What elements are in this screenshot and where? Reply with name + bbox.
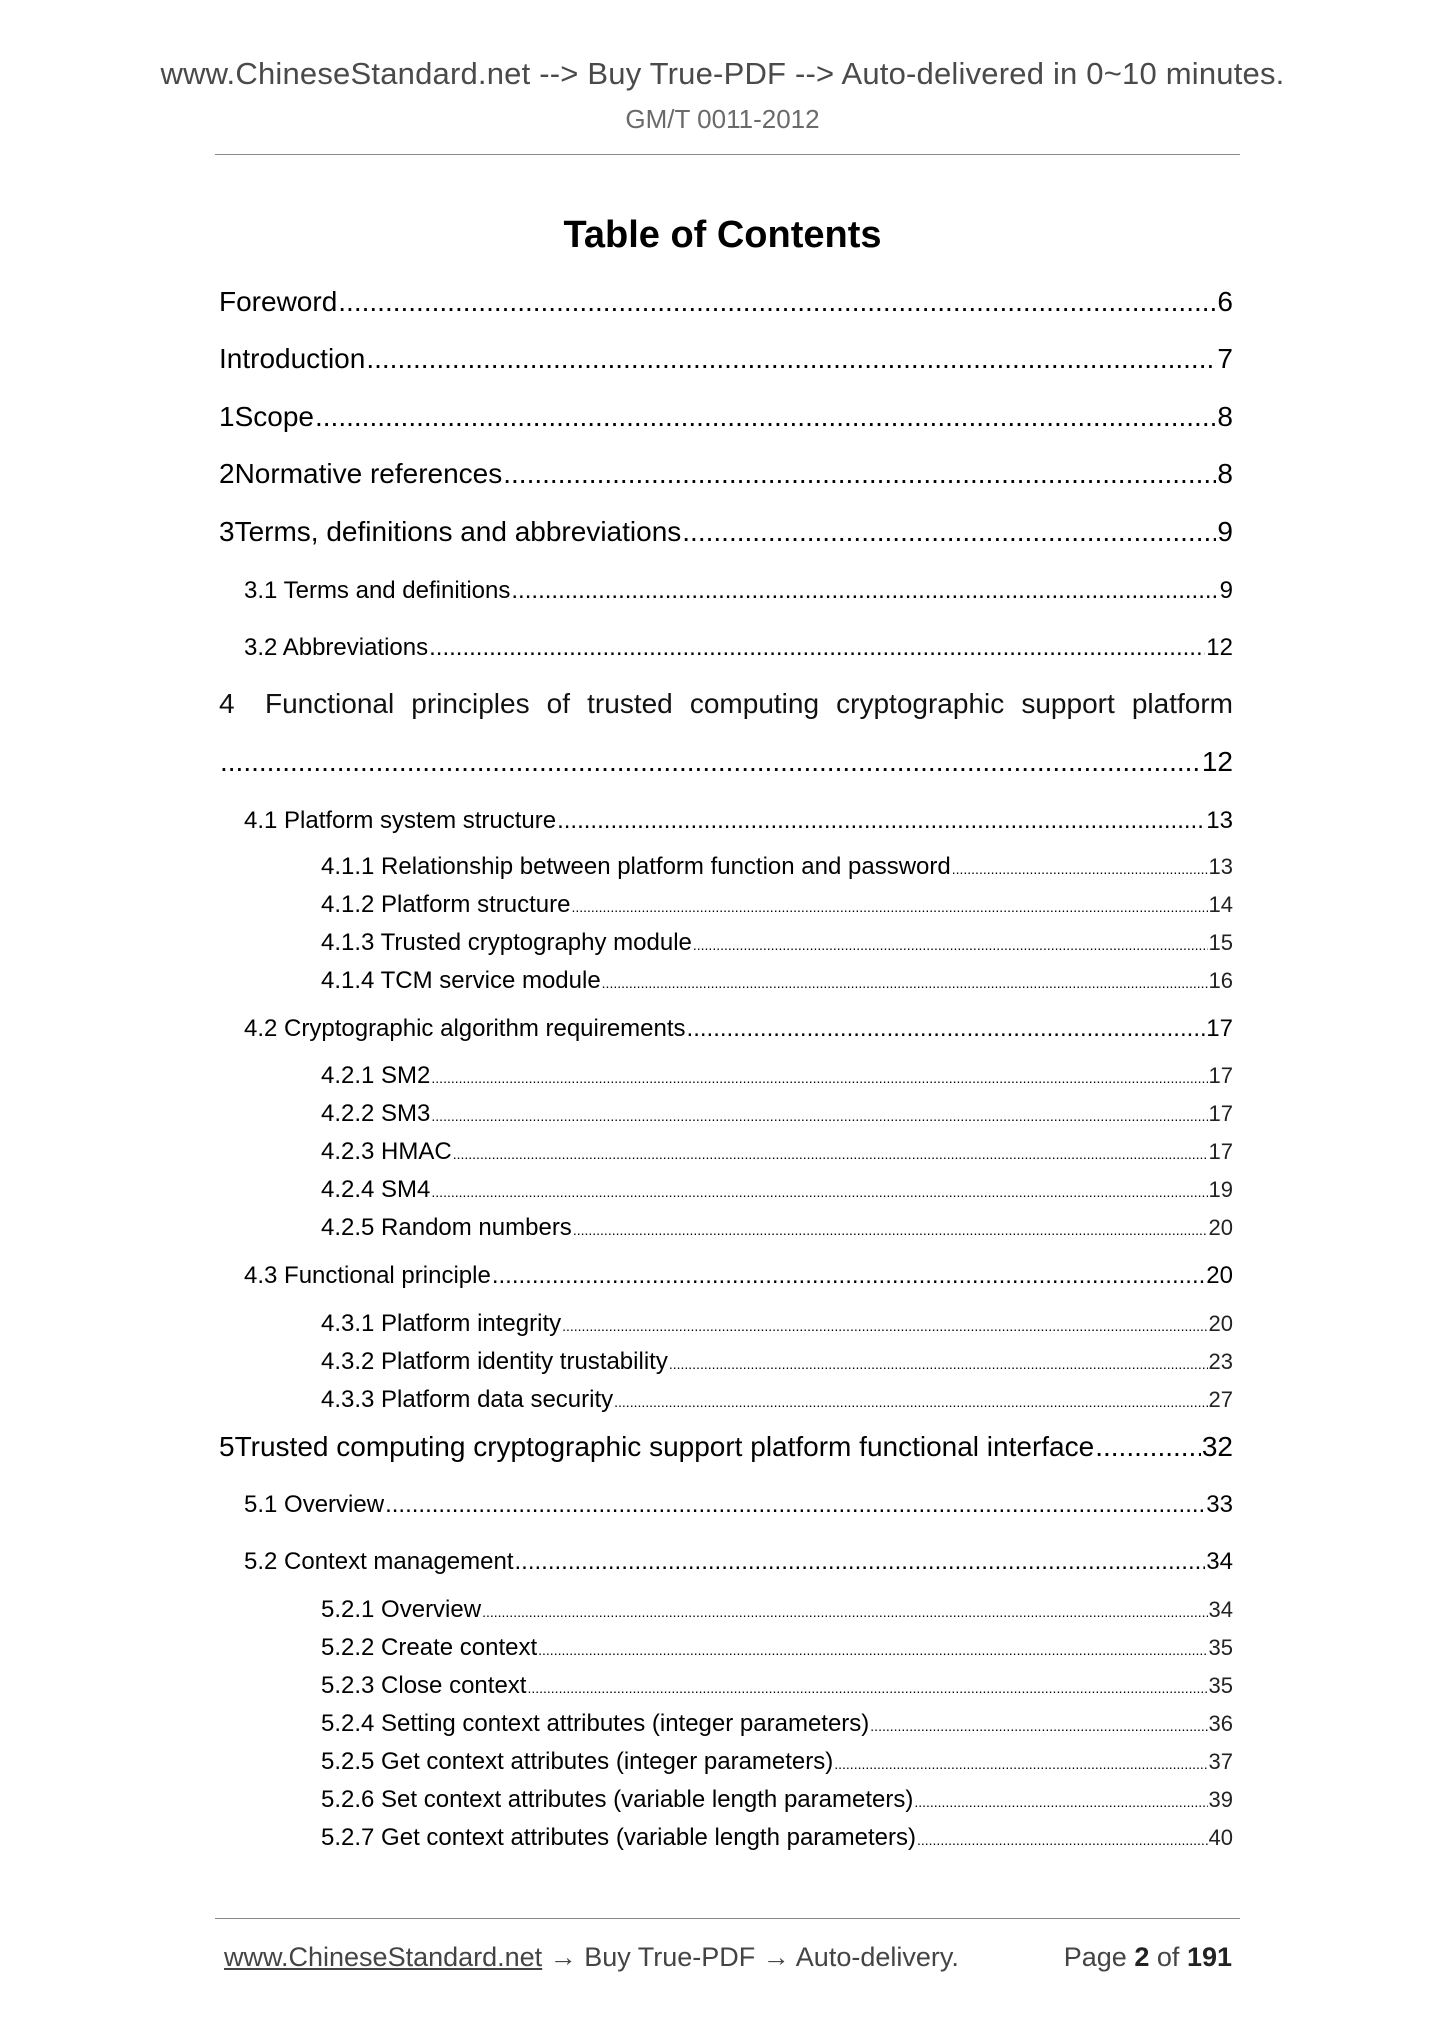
page-footer [224, 1942, 1232, 1973]
toc-leader-dots [914, 1794, 1207, 1810]
toc-entry-page: 20 [1208, 1215, 1233, 1240]
toc-entry-page: 34 [1208, 1597, 1233, 1622]
toc-leader-dots [834, 1756, 1207, 1772]
toc-entry-label: 5.1 Overview [244, 1491, 385, 1518]
toc-leader-dots [687, 1015, 1206, 1043]
toc-entry-label: 3.2 Abbreviations [244, 634, 429, 661]
toc-entry-page: 6 [1217, 286, 1233, 317]
toc-entry-foreword[interactable] [219, 286, 1233, 318]
toc-entry-4-2[interactable] [244, 1015, 1233, 1043]
toc-entry-page: 20 [1208, 1311, 1233, 1336]
toc-leader-dots [682, 516, 1216, 548]
toc-entry-label: 4.2.1 SM2 [321, 1062, 431, 1089]
footer-divider [215, 1918, 1240, 1919]
toc-entry-page: 17 [1208, 1101, 1233, 1126]
toc-entry-5-2-6[interactable] [321, 1786, 1233, 1814]
toc-entry-label: 4.2 Cryptographic algorithm requirements [244, 1015, 686, 1042]
toc-entry-4-3-2[interactable] [321, 1348, 1233, 1376]
toc-entry-number: 5 [219, 1431, 235, 1462]
toc-entry-4-2-1[interactable] [321, 1062, 1233, 1090]
toc-entry-label: 5.2.2 Create context [321, 1634, 538, 1661]
toc-entry-4-1[interactable] [244, 807, 1233, 835]
page-title: Table of Contents [563, 214, 882, 256]
toc-entry-number: 1 [219, 401, 235, 432]
toc-entry-page: 15 [1208, 930, 1233, 955]
toc-entry-4-1-3[interactable] [321, 929, 1233, 957]
of-word: of [1156, 1942, 1180, 1972]
toc-leader-dots [482, 1604, 1207, 1620]
toc-entry-4-2-3[interactable] [321, 1138, 1233, 1166]
toc-entry-page: 16 [1208, 968, 1233, 993]
toc-leader-dots [669, 1356, 1208, 1372]
toc-entry-4-2-4[interactable] [321, 1176, 1233, 1204]
toc-leader-dots [1095, 1431, 1201, 1463]
footer-promo [224, 1942, 959, 1973]
toc-entry-page: 36 [1208, 1711, 1233, 1736]
toc-entry-page: 34 [1206, 1548, 1233, 1575]
toc-entry-4-2-5[interactable] [321, 1214, 1233, 1242]
toc-entry-page: 7 [1217, 343, 1233, 374]
toc-entry-label: Introduction [219, 343, 366, 374]
toc-entry-page: 12 [1206, 634, 1233, 661]
toc-leader-dots [431, 1184, 1207, 1200]
toc-leader-dots [385, 1491, 1205, 1519]
toc-entry-label: 4.1 Platform system structure [244, 807, 557, 834]
toc-leader-dots [557, 807, 1205, 835]
toc-entry-5-2[interactable] [244, 1548, 1233, 1576]
footer-delivery-text: Auto-delivery. [795, 1942, 959, 1972]
toc-entry-label: Functional principles of trusted computing cryptographic support platform [265, 688, 1233, 719]
toc-leader-dots [429, 634, 1205, 662]
toc-leader-dots [562, 1318, 1207, 1334]
toc-entry-label: 4.1.1 Relationship between platform function and password [321, 853, 951, 880]
toc-entry-4-1-4[interactable] [321, 967, 1233, 995]
toc-entry-label: 4.1.3 Trusted cryptography module [321, 929, 692, 956]
toc-leader-dots [511, 577, 1218, 605]
toc-entry-page: 17 [1206, 1015, 1233, 1042]
toc-entry-label: 4.3 Functional principle [244, 1262, 491, 1289]
toc-entry-4-3-3[interactable] [321, 1386, 1233, 1414]
toc-entry-page: 14 [1208, 892, 1233, 917]
toc-entry-page: 13 [1208, 854, 1233, 879]
toc-entry-page: 37 [1208, 1749, 1233, 1774]
toc-entry-page: 8 [1217, 458, 1233, 489]
toc-entry-label: 5.2.6 Set context attributes (variable length parameters) [321, 1786, 914, 1813]
page-word: Page [1063, 1942, 1127, 1972]
toc-entry-label: Normative references [234, 458, 503, 489]
toc-entry-label: 4.2.5 Random numbers [321, 1214, 572, 1241]
page-number [1064, 1942, 1232, 1973]
toc-entry-page: 23 [1208, 1349, 1233, 1374]
toc-leader-dots [366, 343, 1216, 375]
toc-entry-label: 3.1 Terms and definitions [244, 577, 511, 604]
toc-entry-3-2[interactable] [244, 634, 1233, 662]
toc-leader-dots [503, 458, 1216, 490]
toc-entry-functional-principles-leader[interactable] [219, 746, 1233, 778]
toc-entry-label: 4.3.3 Platform data security [321, 1386, 614, 1413]
toc-entry-functional-principles-heading[interactable] [219, 688, 1233, 720]
toc-entry-label: Terms, definitions and abbreviations [234, 516, 682, 547]
toc-entry-4-3[interactable] [244, 1262, 1233, 1290]
toc-leader-dots [952, 861, 1208, 877]
toc-entry-label: 5.2.5 Get context attributes (integer parameters) [321, 1748, 834, 1775]
toc-entry-label: 4.2.4 SM4 [321, 1176, 431, 1203]
toc-entry-normative-references[interactable] [219, 458, 1233, 490]
toc-leader-dots [315, 401, 1216, 433]
toc-leader-dots [515, 1548, 1206, 1576]
toc-entry-label: Trusted computing cryptographic support platform functional interface [234, 1431, 1095, 1462]
toc-entry-4-3-1[interactable] [321, 1310, 1233, 1338]
toc-entry-number: 4 [219, 688, 235, 719]
toc-entry-page: 9 [1219, 577, 1233, 604]
toc-entry-label: 4.2.2 SM3 [321, 1100, 431, 1127]
toc-entry-page: 13 [1206, 807, 1233, 834]
toc-entry-page: 35 [1208, 1673, 1233, 1698]
footer-site-link[interactable]: www.ChineseStandard.net [224, 1942, 543, 1972]
toc-entry-label: 4.1.2 Platform structure [321, 891, 571, 918]
toc-entry-label: 4.3.1 Platform integrity [321, 1310, 562, 1337]
toc-entry-page: 40 [1208, 1825, 1233, 1850]
toc-entry-label: 5.2.4 Setting context attributes (integer parameters) [321, 1710, 870, 1737]
toc-entry-page: 32 [1201, 1431, 1233, 1462]
toc-leader-dots [571, 899, 1207, 915]
toc-entry-page: 9 [1217, 516, 1233, 547]
toc-entry-5-2-5[interactable] [321, 1748, 1233, 1776]
toc-entry-5-2-7[interactable] [321, 1824, 1233, 1852]
arrow-right-icon: → [762, 1942, 790, 1972]
toc-entry-5-1[interactable] [244, 1491, 1233, 1519]
toc-leader-dots [431, 1108, 1207, 1124]
toc-entry-terms[interactable] [219, 516, 1233, 548]
toc-entry-page: 12 [1201, 746, 1233, 777]
toc-entry-label: 4.2.3 HMAC [321, 1138, 452, 1165]
toc-entry-page: 17 [1208, 1063, 1233, 1088]
footer-buy-text: Buy True-PDF [584, 1942, 756, 1972]
toc-entry-5-2-2[interactable] [321, 1634, 1233, 1662]
toc-entry-functional-interface[interactable] [219, 1431, 1233, 1463]
toc-entry-number: 2 [219, 458, 235, 489]
toc-leader-dots [693, 937, 1208, 953]
toc-entry-page: 33 [1206, 1491, 1233, 1518]
toc-entry-page: 27 [1208, 1387, 1233, 1412]
toc-entry-label: 5.2.3 Close context [321, 1672, 527, 1699]
toc-entry-page: 20 [1206, 1262, 1233, 1289]
header-doc-id: GM/T 0011-2012 [625, 104, 820, 134]
toc-entry-number: 3 [219, 516, 235, 547]
toc-entry-5-2-3[interactable] [321, 1672, 1233, 1700]
header-site-line: www.ChineseStandard.net --> Buy True-PDF --> Auto-delivered in 0~10 minutes. [160, 56, 1285, 91]
toc-entry-5-2-4[interactable] [321, 1710, 1233, 1738]
toc-leader-dots [453, 1146, 1208, 1162]
toc-leader-dots [870, 1718, 1207, 1734]
toc-leader-dots [917, 1832, 1208, 1848]
toc-leader-dots [538, 1642, 1207, 1658]
toc-leader-dots [431, 1070, 1207, 1086]
toc-entry-page: 35 [1208, 1635, 1233, 1660]
toc-entry-scope[interactable] [219, 401, 1233, 433]
toc-entry-label: Scope [234, 401, 314, 432]
toc-leader-dots [602, 975, 1208, 991]
toc-entry-label: 5.2.7 Get context attributes (variable length parameters) [321, 1824, 916, 1851]
toc-leader-dots [492, 1262, 1205, 1290]
toc-leader-dots [338, 286, 1216, 318]
toc-entry-label: 5.2.1 Overview [321, 1596, 482, 1623]
toc-entry-label: 4.1.4 TCM service module [321, 967, 601, 994]
toc-entry-4-1-1[interactable] [321, 853, 1233, 881]
toc-entry-introduction[interactable] [219, 343, 1233, 375]
toc-entry-label: 4.3.2 Platform identity trustability [321, 1348, 668, 1375]
total-pages: 191 [1186, 1942, 1232, 1972]
toc-entry-4-1-2[interactable] [321, 891, 1233, 919]
toc-leader-dots [614, 1394, 1207, 1410]
toc-leader-dots [220, 746, 1201, 778]
toc-leader-dots [573, 1222, 1208, 1238]
toc-entry-page: 19 [1208, 1177, 1233, 1202]
toc-entry-page: 8 [1217, 401, 1233, 432]
toc-entry-page: 39 [1208, 1787, 1233, 1812]
current-page: 2 [1134, 1942, 1150, 1972]
toc-entry-page: 17 [1208, 1139, 1233, 1164]
arrow-right-icon: → [549, 1942, 577, 1972]
toc-entry-3-1[interactable] [244, 577, 1233, 605]
toc-entry-4-2-2[interactable] [321, 1100, 1233, 1128]
toc-leader-dots [527, 1680, 1207, 1696]
toc-entry-label: Foreword [219, 286, 338, 317]
toc-entry-5-2-1[interactable] [321, 1596, 1233, 1624]
toc-entry-label: 5.2 Context management [244, 1548, 514, 1575]
